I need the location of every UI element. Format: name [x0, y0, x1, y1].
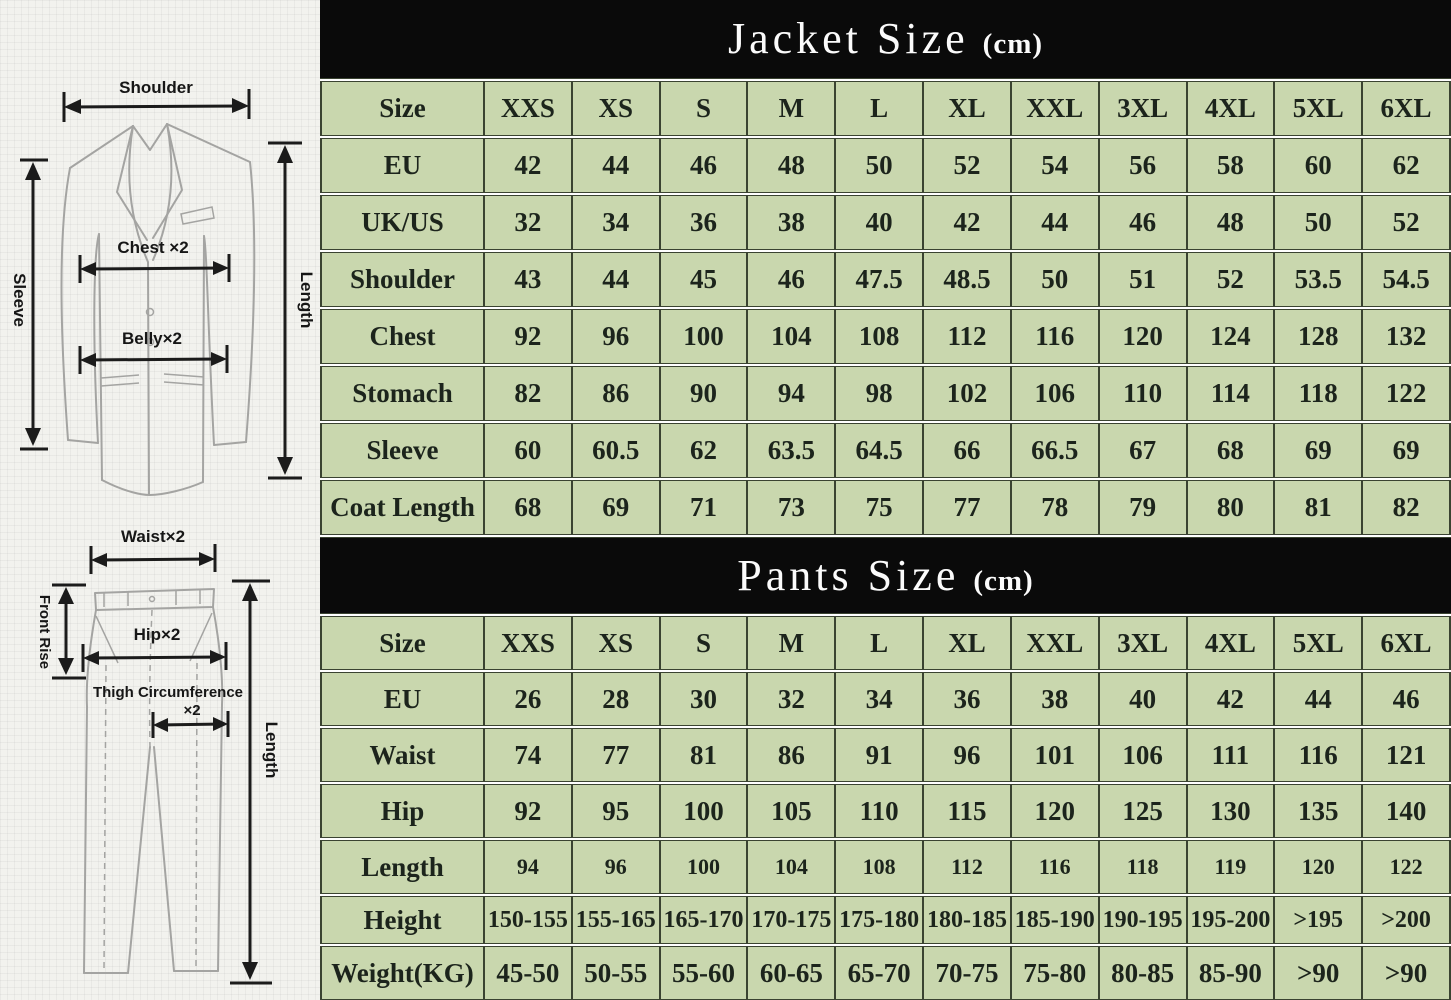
size-cell: 120 [1011, 783, 1099, 839]
size-cell: 48 [747, 137, 835, 194]
jacket-sleeve-arrow [10, 160, 48, 449]
column-header-xxl: XXL [1011, 615, 1099, 671]
size-cell: 73 [747, 479, 835, 536]
size-cell: 77 [572, 727, 660, 783]
size-cell: 122 [1362, 365, 1450, 422]
pants-hip-arrow [83, 625, 226, 672]
size-cell: 60-65 [747, 945, 835, 1000]
jacket-table-row-chest [321, 308, 1450, 365]
jacket-table-row-uk-us [321, 194, 1450, 251]
size-cell: 185-190 [1011, 895, 1099, 945]
size-cell: 75 [835, 479, 923, 536]
jacket-table-row-coat-length [321, 479, 1450, 536]
jacket-table-row-eu [321, 137, 1450, 194]
pants-length-arrow [230, 581, 281, 983]
size-cell: 54.5 [1362, 251, 1450, 308]
size-cell: 69 [1362, 422, 1450, 479]
size-cell: 53.5 [1274, 251, 1362, 308]
column-header-l: L [835, 80, 923, 137]
jacket-table-title: Jacket Size [727, 14, 969, 63]
size-cell: 45-50 [484, 945, 572, 1000]
column-header-xs: XS [572, 615, 660, 671]
size-cell: 36 [660, 194, 748, 251]
size-cell: 65-70 [835, 945, 923, 1000]
pants-table-row-eu [321, 671, 1450, 727]
size-cell: 46 [1362, 671, 1450, 727]
size-cell: 62 [660, 422, 748, 479]
size-cell: 110 [1099, 365, 1187, 422]
size-cell: 135 [1274, 783, 1362, 839]
size-cell: 50 [1011, 251, 1099, 308]
size-cell: 100 [660, 783, 748, 839]
size-cell: 132 [1362, 308, 1450, 365]
size-cell: 116 [1011, 839, 1099, 895]
size-cell: 86 [747, 727, 835, 783]
jacket-table-row-shoulder [321, 251, 1450, 308]
size-cell: 94 [747, 365, 835, 422]
size-cell: 150-155 [484, 895, 572, 945]
size-cell: 115 [923, 783, 1011, 839]
size-cell: 102 [923, 365, 1011, 422]
size-cell: 44 [1274, 671, 1362, 727]
size-cell: 32 [747, 671, 835, 727]
column-header-6xl: 6XL [1362, 80, 1450, 137]
pants-table-unit: (cm) [973, 565, 1034, 597]
column-header-5xl: 5XL [1274, 80, 1362, 137]
column-header-4xl: 4XL [1187, 615, 1275, 671]
size-cell: 116 [1274, 727, 1362, 783]
size-cell: 46 [660, 137, 748, 194]
size-cell: 40 [1099, 671, 1187, 727]
size-cell: 52 [1362, 194, 1450, 251]
size-cell: 40 [835, 194, 923, 251]
size-cell: 92 [484, 783, 572, 839]
column-header-xxl: XXL [1011, 80, 1099, 137]
size-cell: 80-85 [1099, 945, 1187, 1000]
column-header-3xl: 3XL [1099, 80, 1187, 137]
size-cell: 110 [835, 783, 923, 839]
size-cell: 52 [1187, 251, 1275, 308]
size-cell: 114 [1187, 365, 1275, 422]
size-cell: 55-60 [660, 945, 748, 1000]
column-header-xl: XL [923, 615, 1011, 671]
row-label-eu: EU [321, 671, 484, 727]
jacket-length-label: Length [297, 271, 316, 329]
pants-length-label: Length [262, 721, 281, 779]
column-header-label: Size [321, 80, 484, 137]
size-cell: 75-80 [1011, 945, 1099, 1000]
size-cell: 30 [660, 671, 748, 727]
row-label-eu: EU [321, 137, 484, 194]
size-cell: 58 [1187, 137, 1275, 194]
size-cell: 56 [1099, 137, 1187, 194]
column-header-label: Size [321, 615, 484, 671]
size-cell: 34 [572, 194, 660, 251]
pants-table-title-band [320, 538, 1451, 613]
size-cell: 60 [1274, 137, 1362, 194]
size-cell: 60.5 [572, 422, 660, 479]
size-cell: 118 [1099, 839, 1187, 895]
size-cell: 90 [660, 365, 748, 422]
column-header-m: M [747, 80, 835, 137]
row-label-weight-kg: Weight(KG) [321, 945, 484, 1000]
pants-drawing [84, 589, 222, 973]
size-tables-panel [320, 0, 1451, 1000]
size-cell: 46 [1099, 194, 1187, 251]
pants-thigh-arrow [93, 684, 243, 738]
jacket-table-title-band [320, 0, 1451, 78]
size-cell: 111 [1187, 727, 1275, 783]
jacket-table-header-row [321, 80, 1450, 137]
size-cell: 48 [1187, 194, 1275, 251]
row-label-coat-length: Coat Length [321, 479, 484, 536]
jacket-table-row-sleeve [321, 422, 1450, 479]
size-cell: 62 [1362, 137, 1450, 194]
size-cell: 96 [572, 308, 660, 365]
row-label-hip: Hip [321, 783, 484, 839]
size-cell: 44 [572, 137, 660, 194]
measurement-diagram-panel [0, 0, 320, 1000]
size-cell: 190-195 [1099, 895, 1187, 945]
size-cell: 108 [835, 308, 923, 365]
size-cell: 81 [1274, 479, 1362, 536]
size-cell: 44 [1011, 194, 1099, 251]
size-cell: 42 [923, 194, 1011, 251]
size-cell: 54 [1011, 137, 1099, 194]
jacket-drawing [62, 124, 255, 495]
jacket-table-unit: (cm) [982, 28, 1044, 60]
row-label-uk-us: UK/US [321, 194, 484, 251]
row-label-chest: Chest [321, 308, 484, 365]
size-cell: 81 [660, 727, 748, 783]
row-label-length: Length [321, 839, 484, 895]
size-cell: 104 [747, 308, 835, 365]
size-cell: 155-165 [572, 895, 660, 945]
size-cell: 105 [747, 783, 835, 839]
size-cell: 34 [835, 671, 923, 727]
pants-waist-label: Waist×2 [120, 527, 186, 546]
size-cell: 86 [572, 365, 660, 422]
size-cell: 68 [484, 479, 572, 536]
column-header-l: L [835, 615, 923, 671]
jacket-size-table [320, 78, 1451, 538]
pants-front-rise-arrow [36, 585, 86, 678]
size-cell: >90 [1362, 945, 1450, 1000]
size-cell: 120 [1099, 308, 1187, 365]
size-cell: 128 [1274, 308, 1362, 365]
size-cell: 38 [747, 194, 835, 251]
pants-size-table [320, 613, 1451, 1000]
size-cell: 140 [1362, 783, 1450, 839]
size-cell: 124 [1187, 308, 1275, 365]
size-cell: 44 [572, 251, 660, 308]
size-cell: 106 [1011, 365, 1099, 422]
size-cell: 26 [484, 671, 572, 727]
jacket-shoulder-label: Shoulder [119, 78, 193, 97]
size-cell: >195 [1274, 895, 1362, 945]
size-cell: 46 [747, 251, 835, 308]
jacket-table-row-stomach [321, 365, 1450, 422]
size-cell: 68 [1187, 422, 1275, 479]
column-header-6xl: 6XL [1362, 615, 1450, 671]
size-cell: 96 [923, 727, 1011, 783]
size-cell: 108 [835, 839, 923, 895]
size-cell: 52 [923, 137, 1011, 194]
column-header-s: S [660, 615, 748, 671]
row-label-stomach: Stomach [321, 365, 484, 422]
pants-table-row-height [321, 895, 1450, 945]
pants-table-title: Pants Size [737, 551, 960, 600]
size-cell: 50-55 [572, 945, 660, 1000]
size-cell: 51 [1099, 251, 1187, 308]
column-header-5xl: 5XL [1274, 615, 1362, 671]
size-cell: 170-175 [747, 895, 835, 945]
pants-hip-label: Hip×2 [133, 625, 181, 644]
size-cell: 180-185 [923, 895, 1011, 945]
row-label-waist: Waist [321, 727, 484, 783]
size-cell: 69 [572, 479, 660, 536]
size-cell: 63.5 [747, 422, 835, 479]
jacket-length-arrow [268, 143, 316, 478]
size-cell: 60 [484, 422, 572, 479]
size-cell: 42 [1187, 671, 1275, 727]
size-cell: 64.5 [835, 422, 923, 479]
size-cell: 71 [660, 479, 748, 536]
column-header-4xl: 4XL [1187, 80, 1275, 137]
jacket-chest-label: Chest ×2 [117, 238, 189, 257]
column-header-m: M [747, 615, 835, 671]
size-cell: 125 [1099, 783, 1187, 839]
column-header-xl: XL [923, 80, 1011, 137]
row-label-sleeve: Sleeve [321, 422, 484, 479]
size-cell: 118 [1274, 365, 1362, 422]
size-cell: 77 [923, 479, 1011, 536]
size-cell: 80 [1187, 479, 1275, 536]
size-cell: 79 [1099, 479, 1187, 536]
size-cell: 92 [484, 308, 572, 365]
size-cell: 43 [484, 251, 572, 308]
jacket-sleeve-label: Sleeve [10, 273, 29, 327]
size-cell: 104 [747, 839, 835, 895]
column-header-s: S [660, 80, 748, 137]
size-cell: 112 [923, 839, 1011, 895]
size-cell: 82 [484, 365, 572, 422]
size-cell: 67 [1099, 422, 1187, 479]
pants-table-row-hip [321, 783, 1450, 839]
size-cell: 106 [1099, 727, 1187, 783]
size-cell: 119 [1187, 839, 1275, 895]
size-cell: 50 [835, 137, 923, 194]
size-cell: 42 [484, 137, 572, 194]
jacket-belly-label: Belly×2 [121, 329, 183, 348]
size-cell: 85-90 [1187, 945, 1275, 1000]
size-cell: 121 [1362, 727, 1450, 783]
pants-table-row-waist [321, 727, 1450, 783]
jacket-shoulder-arrow [64, 78, 249, 122]
pants-thigh-label-line2: ×2 [183, 702, 201, 719]
size-cell: >200 [1362, 895, 1450, 945]
size-cell: 96 [572, 839, 660, 895]
size-cell: 175-180 [835, 895, 923, 945]
size-cell: 101 [1011, 727, 1099, 783]
size-cell: 94 [484, 839, 572, 895]
column-header-xs: XS [572, 80, 660, 137]
size-cell: 78 [1011, 479, 1099, 536]
row-label-shoulder: Shoulder [321, 251, 484, 308]
pants-waist-arrow [91, 527, 215, 574]
size-cell: >90 [1274, 945, 1362, 1000]
pants-measurement-diagram [0, 515, 320, 1000]
size-cell: 82 [1362, 479, 1450, 536]
size-cell: 74 [484, 727, 572, 783]
size-cell: 91 [835, 727, 923, 783]
size-cell: 130 [1187, 783, 1275, 839]
size-cell: 70-75 [923, 945, 1011, 1000]
column-header-xxs: XXS [484, 80, 572, 137]
size-cell: 66.5 [1011, 422, 1099, 479]
size-cell: 32 [484, 194, 572, 251]
size-cell: 66 [923, 422, 1011, 479]
size-cell: 95 [572, 783, 660, 839]
size-cell: 116 [1011, 308, 1099, 365]
size-cell: 69 [1274, 422, 1362, 479]
size-cell: 100 [660, 308, 748, 365]
column-header-3xl: 3XL [1099, 615, 1187, 671]
size-cell: 50 [1274, 194, 1362, 251]
size-cell: 48.5 [923, 251, 1011, 308]
size-cell: 122 [1362, 839, 1450, 895]
pants-thigh-label-line1: Thigh Circumference [92, 684, 244, 701]
size-cell: 28 [572, 671, 660, 727]
size-cell: 165-170 [660, 895, 748, 945]
size-cell: 195-200 [1187, 895, 1275, 945]
row-label-height: Height [321, 895, 484, 945]
pants-front-rise-label: Front Rise [36, 594, 53, 670]
pants-table-header-row [321, 615, 1450, 671]
size-cell: 45 [660, 251, 748, 308]
jacket-measurement-diagram [0, 0, 320, 515]
size-cell: 112 [923, 308, 1011, 365]
jacket-belly-arrow [80, 329, 227, 374]
size-cell: 98 [835, 365, 923, 422]
size-cell: 47.5 [835, 251, 923, 308]
size-cell: 36 [923, 671, 1011, 727]
pants-table-row-weight-kg [321, 945, 1450, 1000]
size-cell: 100 [660, 839, 748, 895]
size-cell: 120 [1274, 839, 1362, 895]
size-cell: 38 [1011, 671, 1099, 727]
column-header-xxs: XXS [484, 615, 572, 671]
pants-table-row-length [321, 839, 1450, 895]
